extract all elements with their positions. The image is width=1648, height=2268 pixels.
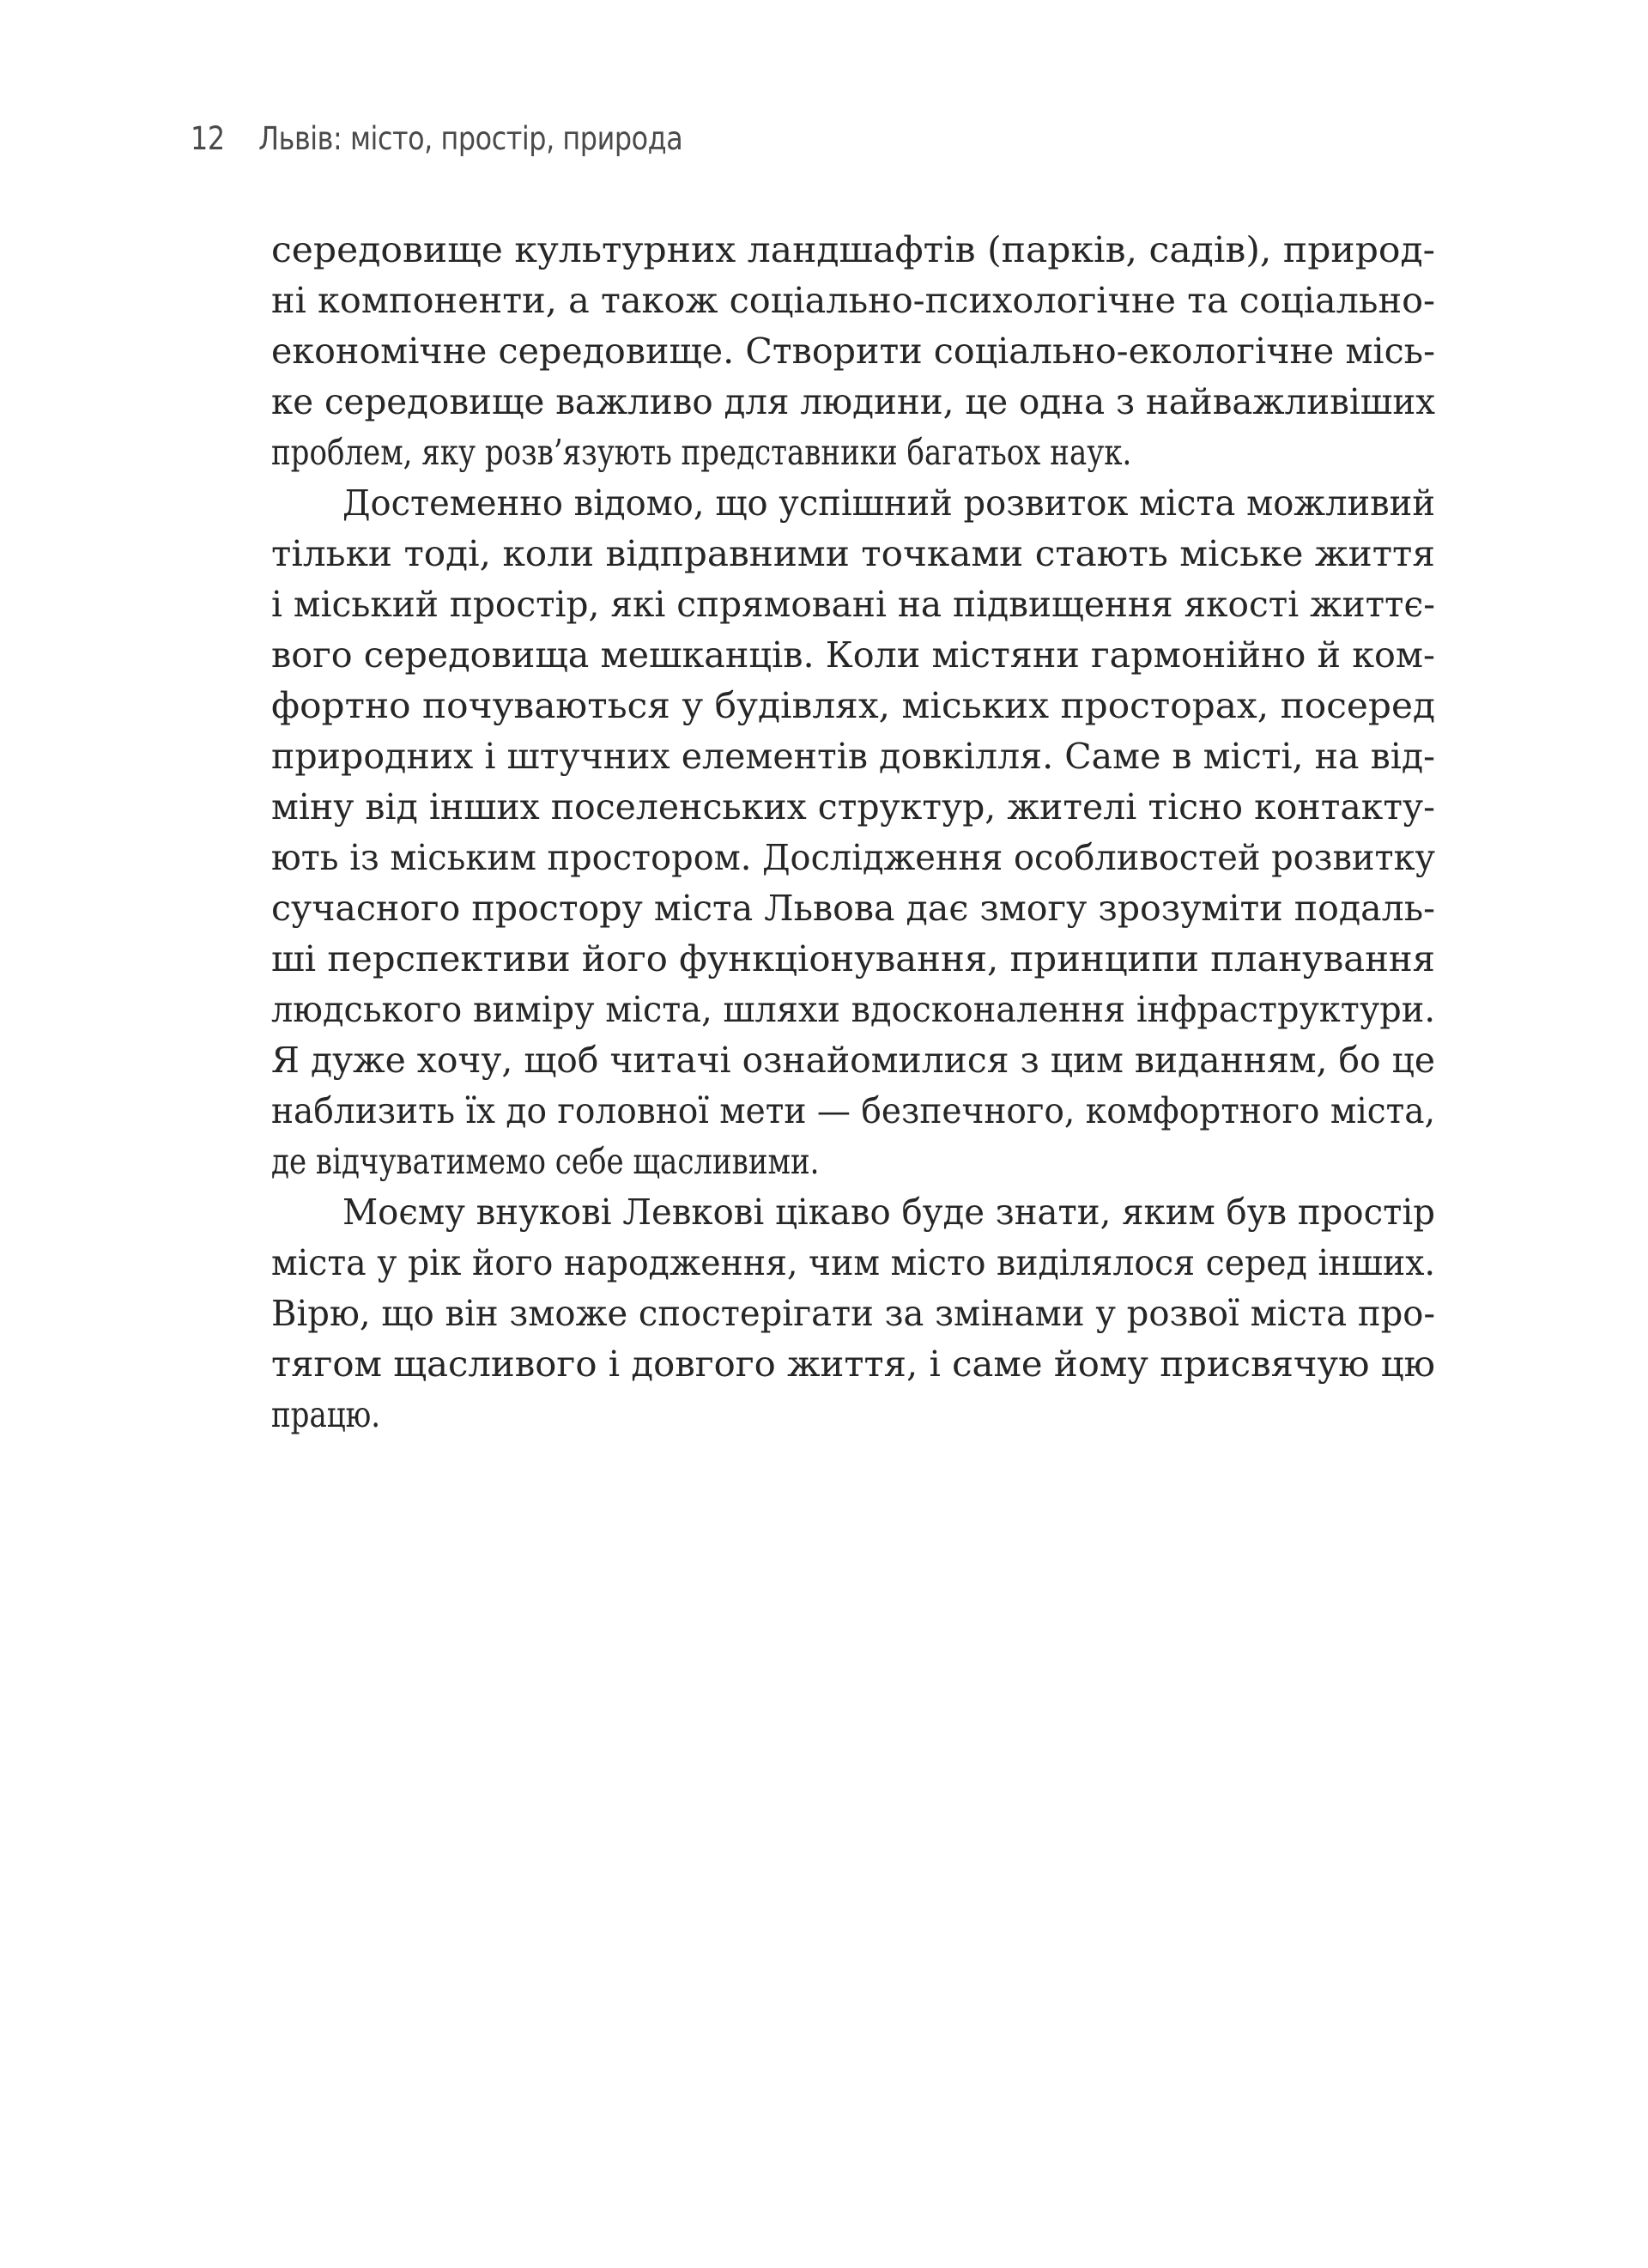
text-line: проблем, яку розв’язують представники багатьох наук. — [271, 432, 1132, 473]
text-line: працю. — [271, 1394, 381, 1435]
text-line: де відчуватимемо себе щасливими. — [271, 1141, 820, 1182]
text-line: міну від інших поселенських структур, жителі тісно контакту- — [271, 786, 1435, 828]
paragraph-first-line: Моєму внукові Левкові цікаво буде знати, яким був простір — [342, 1192, 1435, 1233]
text-line: і міський простір, які спрямовані на підвищення якості життє- — [271, 584, 1435, 625]
text-line: фортно почуваються у будівлях, міських просторах, посеред — [271, 685, 1435, 726]
text-line: тільки тоді, коли відправними точками стають міське життя — [271, 533, 1435, 574]
text-line: ші перспективи його функціонування, принципи планування — [271, 938, 1435, 979]
text-line: сучасного простору міста Львова дає змогу зрозуміти подаль- — [271, 888, 1435, 929]
page-number: 12 — [191, 120, 225, 157]
text-line: природних і штучних елементів довкілля. Саме в місті, на від- — [271, 736, 1435, 777]
text-line: міста у рік його народження, чим місто виділялося серед інших. — [271, 1242, 1435, 1283]
text-line: Я дуже хочу, щоб читачі ознайомилися з цим виданням, бо це — [271, 1040, 1435, 1081]
running-title: Львів: місто, простір, природа — [258, 120, 683, 157]
body-text — [271, 225, 1439, 1440]
text-line: ке середовище важливо для людини, це одна з найважливіших — [271, 381, 1435, 422]
text-line: ні компоненти, а також соціально-психологічне та соціально- — [271, 280, 1435, 321]
text-line: Вірю, що він зможе спостерігати за змінами у розвої міста про- — [271, 1293, 1435, 1334]
text-line: людського виміру міста, шляхи вдосконалення інфраструктури. — [271, 989, 1435, 1030]
running-header — [191, 120, 682, 157]
text-line: вого середовища мешканців. Коли містяни гармонійно й ком- — [271, 634, 1435, 676]
text-line: наблизить їх до головної мети — безпечного, комфортного міста, — [271, 1090, 1435, 1131]
paragraph-first-line: Достеменно відомо, що успішний розвиток міста можливий — [342, 482, 1435, 524]
text-line: економічне середовище. Створити соціально-екологічне місь- — [271, 330, 1435, 372]
text-line: тягом щасливого і довгого життя, і саме йому присвячую цю — [271, 1343, 1435, 1385]
text-line: ють із міським простором. Дослідження особливостей розвитку — [271, 837, 1435, 878]
text-line: середовище культурних ландшафтів (парків, садів), природ- — [271, 229, 1435, 270]
